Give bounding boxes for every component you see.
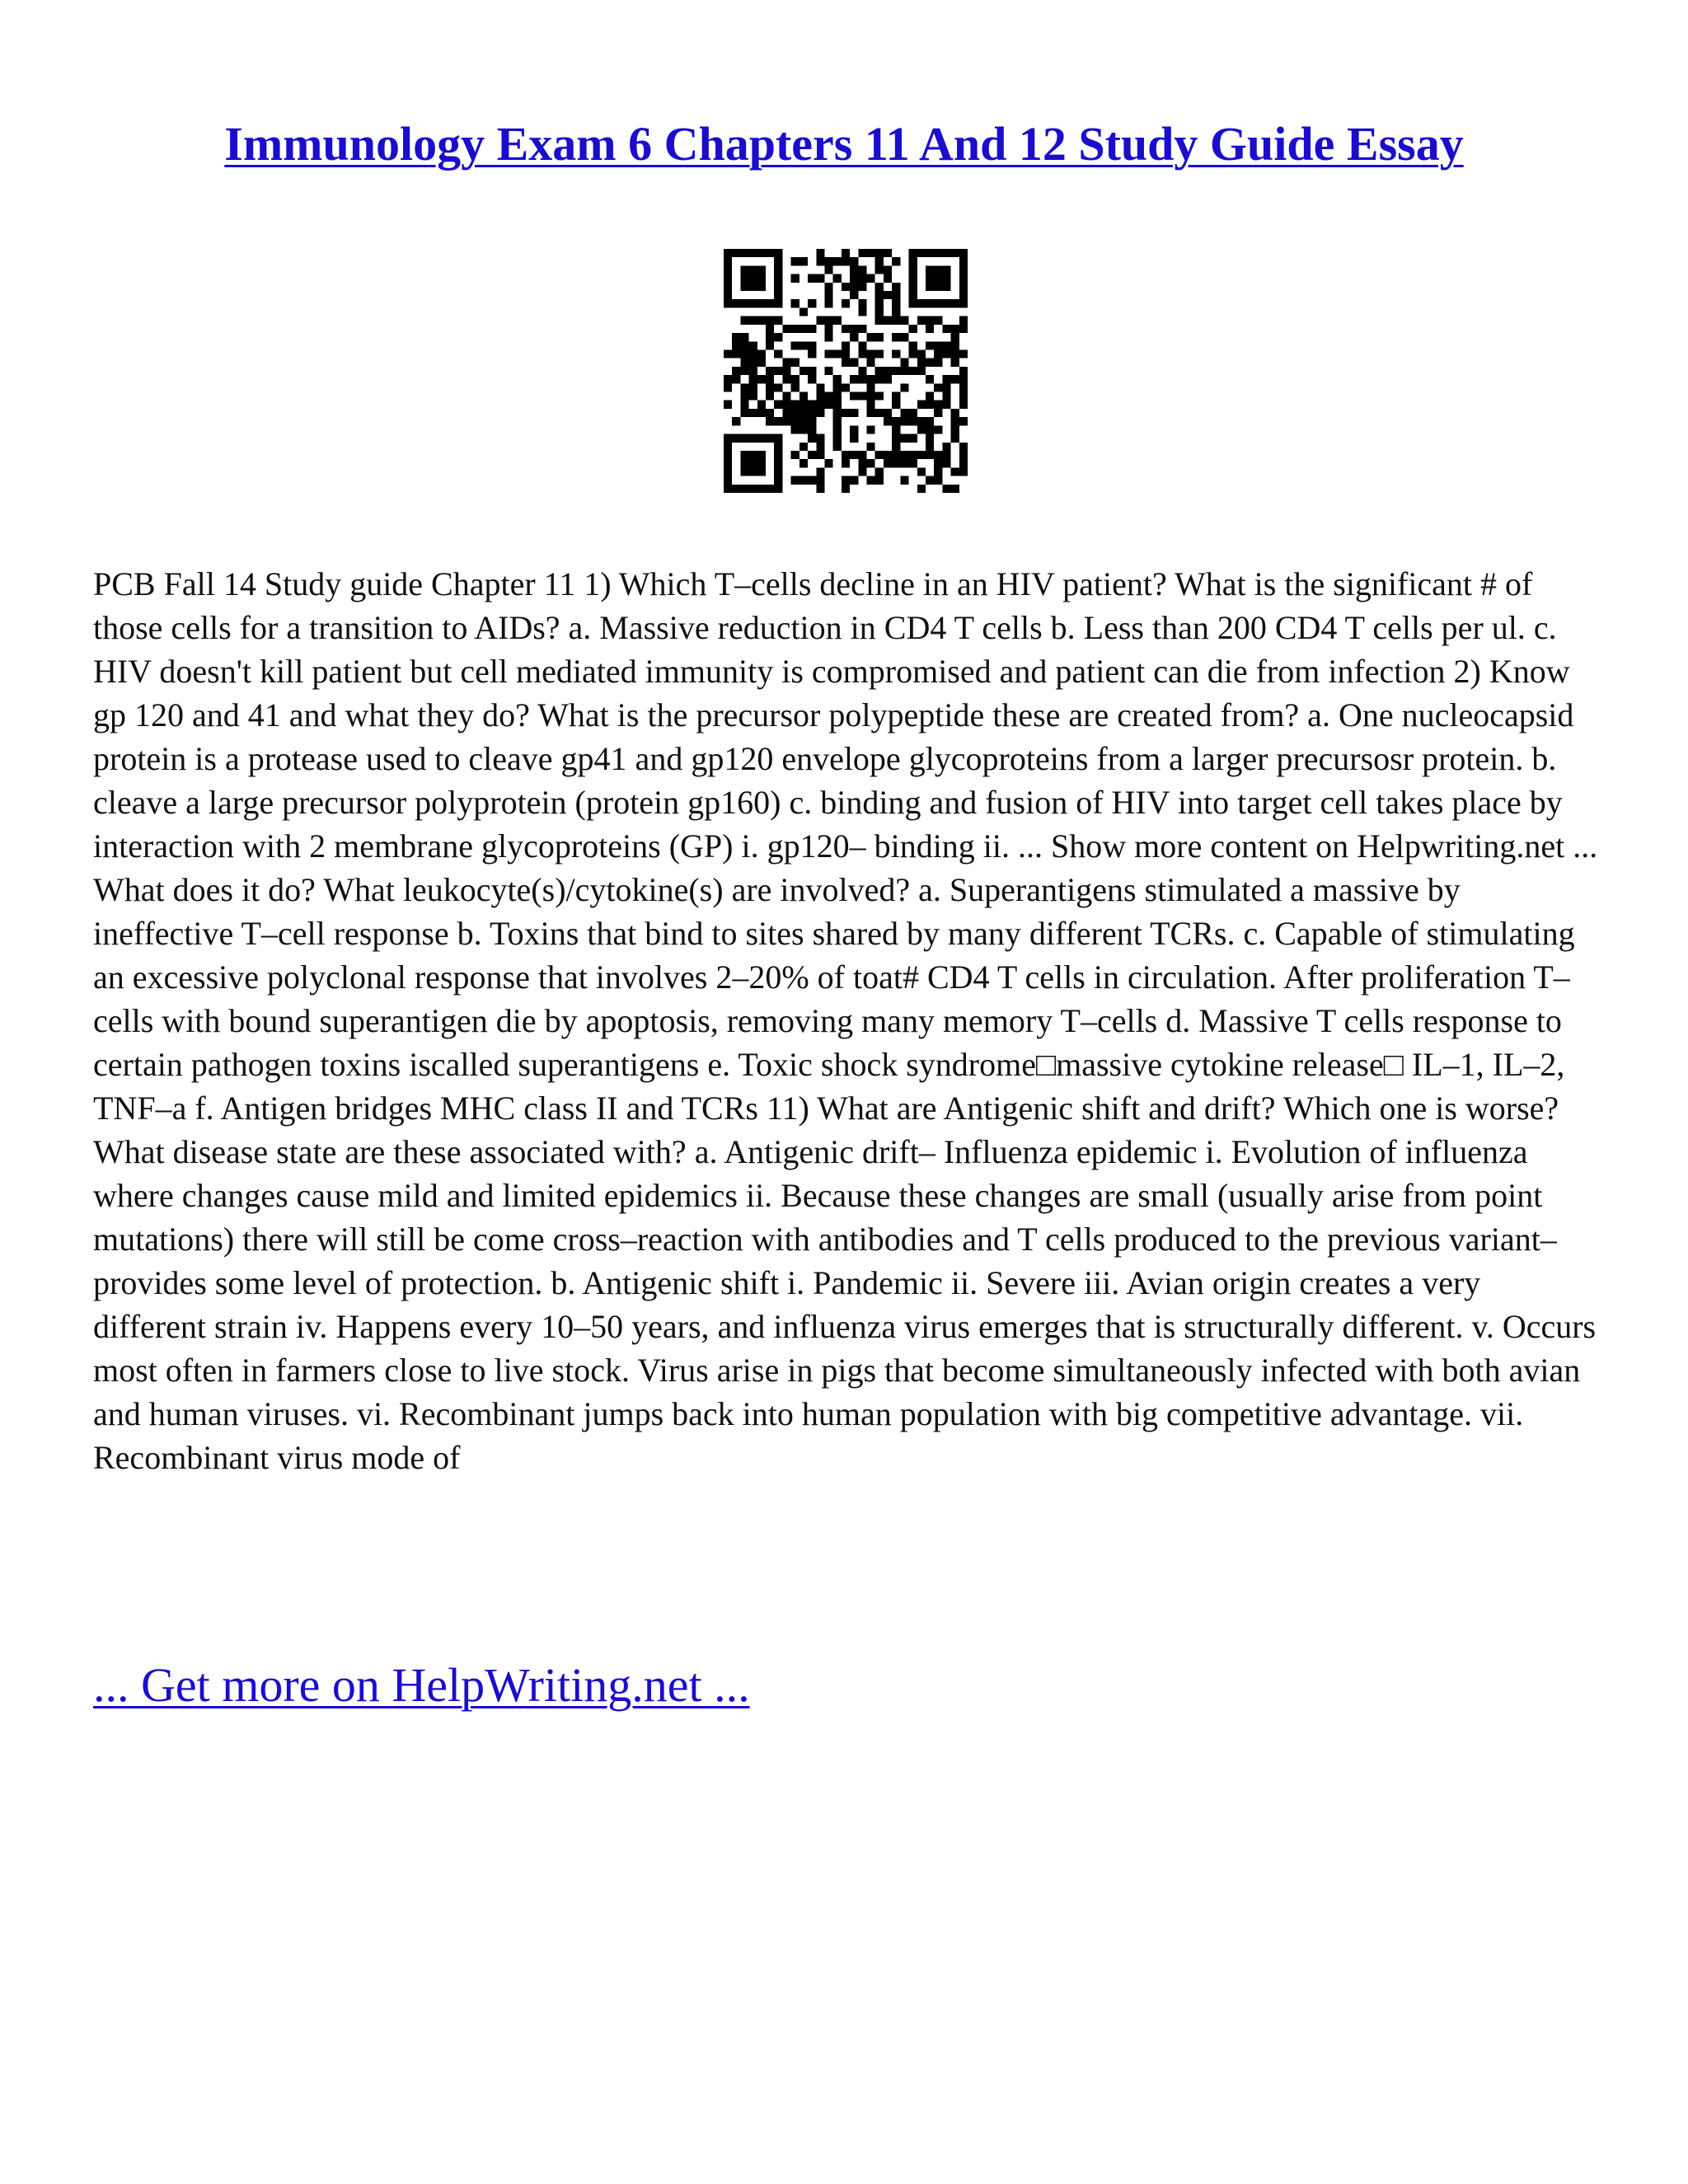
essay-body	[93, 562, 1601, 1479]
essay-paragraph-1: PCB Fall 14 Study guide Chapter 11 1) Which T–cells decline in an HIV patient? What is the significant # of those cells for a transition to AIDs? a. Massive reduction in CD4 T cells b. Less than 200 CD4 T cells per ul. c. HIV doesn't kill patient but cell mediated immunity is compromised and patient can die from infection 2) Know gp 120 and 41 and what they do? What is the precursor polypeptide these are created from? a. One nucleocapsid protein is a protease used to cleave gp41 and gp120 envelope glycoproteins from a larger precursosr protein. b. cleave a large precursor polyprotein (protein gp160) c. binding and fusion of HIV into target cell takes place by interaction with 2 membrane glycoproteins (GP) i. gp120– binding ii. ... Show more content on Helpwriting.net ...	[93, 565, 1598, 865]
qr-code-icon	[724, 249, 968, 493]
get-more-link-container	[93, 1657, 750, 1714]
essay-paragraph-2: What does it do? What leukocyte(s)/cytokine(s) are involved? a. Superantigens stimulated a massive by ineffective T–cell response b. Toxins that bind to sites shared by many different TCRs. c. Capable of stimulating an excessive polyclonal response that involves 2–20% of toat# CD4 T cells in circulation. After proliferation T–cells with bound superantigen die by apoptosis, removing many memory T–cells d. Massive T cells response to certain pathogen toxins iscalled superantigens e. Toxic shock syndrome□massive cytokine release□ IL–1, IL–2, TNF–a f. Antigen bridges MHC class II and TCRs 11) What are Antigenic shift and drift? Which one is worse? What disease state are these associated with? a. Antigenic drift– Influenza epidemic i. Evolution of influenza where changes cause mild and limited epidemics ii. Because these changes are small (usually arise from point mutations) there will still be come cross–reaction with antibodies and T cells produced to the previous variant– provides some level of protection. b. Antigenic shift i. Pandemic ii. Severe iii. Avian origin creates a very different strain iv. Happens every 10–50 years, and influenza virus emerges that is structurally different. v. Occurs most often in farmers close to live stock. Virus arise in pigs that become simultaneously infected with both avian and human viruses. vi. Recombinant jumps back into human population with big competitive advantage. vii. Recombinant virus mode of	[93, 871, 1597, 1476]
document-title	[0, 115, 1688, 173]
title-link[interactable]: Immunology Exam 6 Chapters 11 And 12 Study Guide Essay	[224, 117, 1464, 171]
get-more-link[interactable]: ... Get more on HelpWriting.net ...	[93, 1658, 750, 1712]
